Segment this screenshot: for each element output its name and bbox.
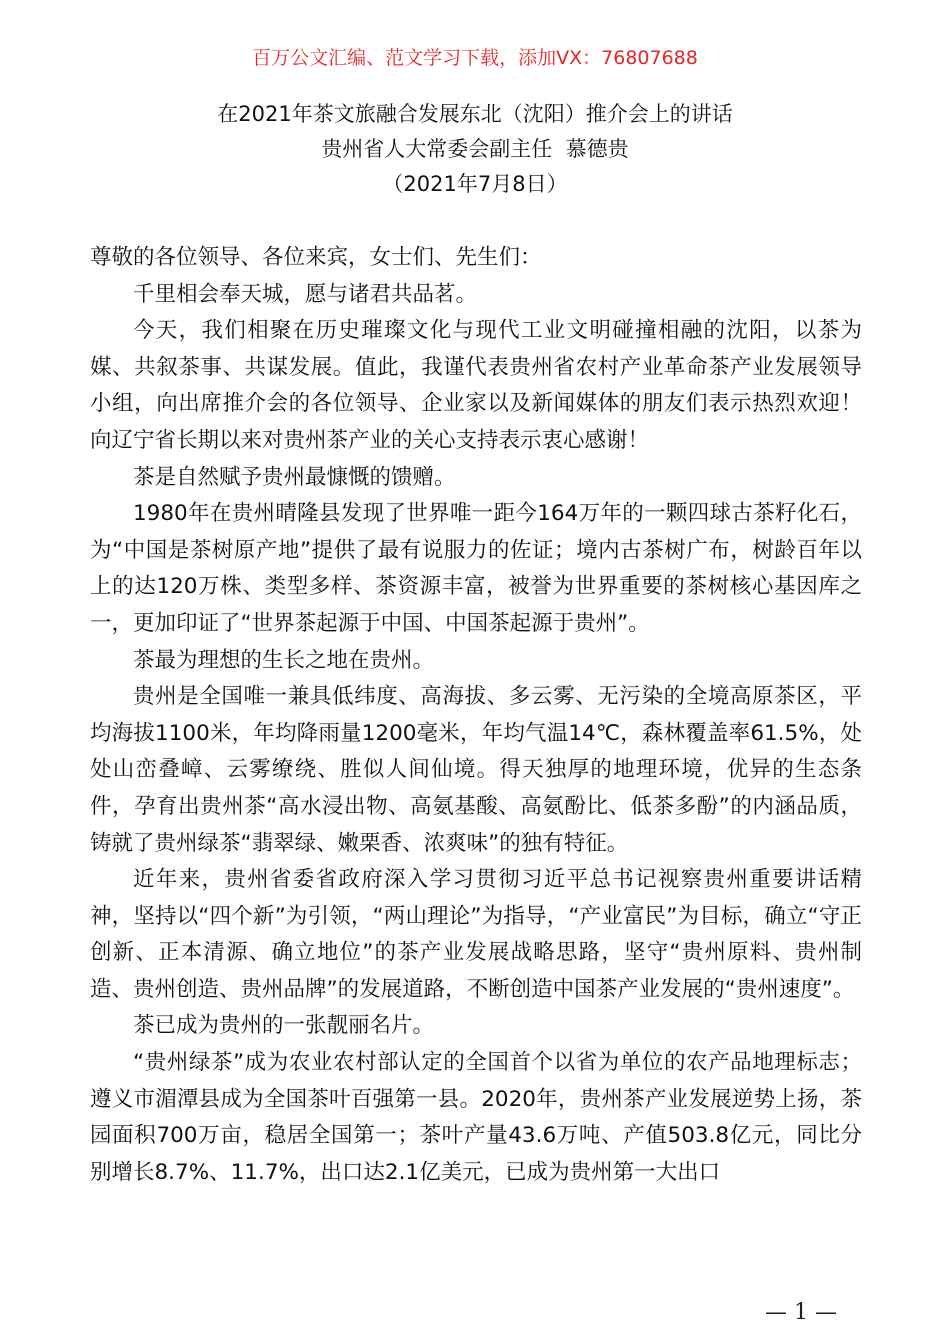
paragraph: 茶是自然赋予贵州最慷慨的馈赠。 <box>133 464 456 490</box>
paragraph: 今天，我们相聚在历史璀璨文化与现代工业文明碰撞相融的沈阳，以茶为媒、共叙茶事、共谋发展。值此，我谨代表贵州省农村产业革命茶产业发展领导小组，向出席推介会的各位领导、企业家以及新闻媒体的朋友们表示热烈欢迎！向辽宁省长期以来对贵州茶产业的关心支持表示衷心感谢！ <box>90 318 862 453</box>
speaker-line: 贵州省人大常委会副主任 慕德贵 <box>321 137 629 161</box>
paragraph: 千里相会奉天城，愿与诸君共品茗。 <box>133 281 478 307</box>
paragraph: “贵州绿茶”成为农业农村部认定的全国首个以省为单位的农产品地理标志；遵义市湄潭县成为全国茶叶百强第一县。2020年，贵州茶产业发展逆势上扬，茶园面积700万亩，稳居全国第一；茶叶产量43.6万吨、产值503.8亿元，同比分别增长8.7%、11.7%，出口达2.1亿美元，已成为贵州第一大出口 <box>90 1050 862 1185</box>
salutation: 尊敬的各位领导、各位来宾，女士们、先生们： <box>90 245 542 270</box>
paragraph: 贵州是全国唯一兼具低纬度、高海拔、多云雾、无污染的全境高原茶区，平均海拔1100米，年均降雨量1200毫米，年均气温14℃，森林覆盖率61.5%，处处山峦叠嶂、云雾缭绕、胜似人间仙境。得天独厚的地理环境，优异的生态条件，孕育出贵州茶“高水浸出物、高氨基酸、高氨酚比、低茶多酚”的内涵品质，铸就了贵州绿茶“翡翠绿、嫩栗香、浓爽味”的独有特征。 <box>90 684 862 856</box>
page-number: — 1 — <box>765 1300 837 1325</box>
document-header <box>0 97 950 202</box>
speech-date: （2021年7月8日） <box>382 172 568 196</box>
paragraph: 1980年在贵州晴隆县发现了世界唯一距今164万年的一颗四球古茶籽化石，为“中国是茶树原产地”提供了最有说服力的佐证；境内古茶树广布，树龄百年以上的达120万株、类型多样、茶资源丰富，被誉为世界重要的茶树核心基因库之一，更加印证了“世界茶起源于中国、中国茶起源于贵州”。 <box>90 501 862 636</box>
document-title: 在2021年茶文旅融合发展东北（沈阳）推介会上的讲话 <box>217 102 733 126</box>
paragraph: 近年来，贵州省委省政府深入学习贯彻习近平总书记视察贵州重要讲话精神，坚持以“四个新”为引领，“两山理论”为指导，“产业富民”为目标，确立“守正创新、正本清源、确立地位”的茶产业发展战略思路，坚守“贵州原料、贵州制造、贵州创造、贵州品牌”的发展道路，不断创造中国茶产业发展的“贵州速度”。 <box>90 867 862 1002</box>
watermark-banner: 百万公文汇编、范文学习下载，添加VX：76807688 <box>252 47 698 69</box>
paragraph: 茶已成为贵州的一张靓丽名片。 <box>133 1013 435 1039</box>
document-body <box>90 240 862 1191</box>
paragraph: 茶最为理想的生长之地在贵州。 <box>133 647 435 673</box>
